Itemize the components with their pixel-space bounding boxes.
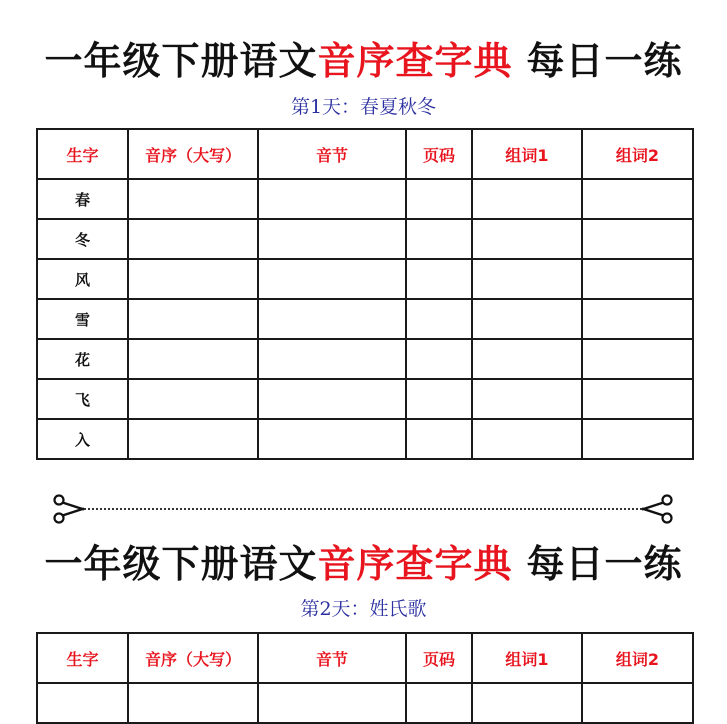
page-cell[interactable] <box>406 683 472 723</box>
page-cell[interactable] <box>406 339 472 379</box>
word2-cell[interactable] <box>582 299 693 339</box>
table-header-row <box>37 633 693 683</box>
table-row <box>37 683 693 723</box>
page-cell[interactable] <box>406 259 472 299</box>
day-subtitle: 第2天：姓氏歌 <box>300 598 427 620</box>
character-cell: 冬 <box>37 219 128 259</box>
worksheet-title <box>0 541 727 587</box>
word2-cell[interactable] <box>582 259 693 299</box>
title-part-grade: 一年级下册语文 <box>44 541 318 586</box>
initial-letter-cell[interactable] <box>128 683 258 723</box>
initial-letter-cell[interactable] <box>128 179 258 219</box>
table-row <box>37 339 693 379</box>
page-cell[interactable] <box>406 179 472 219</box>
title-part-grade: 一年级下册语文 <box>44 38 318 83</box>
word2-cell[interactable] <box>582 339 693 379</box>
title-part-daily: 每日一练 <box>526 38 683 83</box>
initial-letter-cell[interactable] <box>128 259 258 299</box>
word1-cell[interactable] <box>472 379 582 419</box>
word1-cell[interactable] <box>472 683 582 723</box>
page-cell[interactable] <box>406 379 472 419</box>
header-character: 生字 <box>37 129 128 179</box>
character-cell: 风 <box>37 259 128 299</box>
table-row <box>37 219 693 259</box>
table-row <box>37 419 693 459</box>
header-word2: 组词2 <box>582 633 693 683</box>
word2-cell[interactable] <box>582 179 693 219</box>
word2-cell[interactable] <box>582 379 693 419</box>
practice-table <box>36 128 694 460</box>
syllable-cell[interactable] <box>258 379 406 419</box>
word2-cell[interactable] <box>582 419 693 459</box>
cut-line-divider <box>52 494 674 524</box>
word1-cell[interactable] <box>472 339 582 379</box>
table-row <box>37 379 693 419</box>
table-header-row <box>37 129 693 179</box>
initial-letter-cell[interactable] <box>128 419 258 459</box>
character-cell: 飞 <box>37 379 128 419</box>
title-part-highlight: 音序查字典 <box>317 541 513 586</box>
header-word2: 组词2 <box>582 129 693 179</box>
word1-cell[interactable] <box>472 219 582 259</box>
syllable-cell[interactable] <box>258 683 406 723</box>
scissors-icon <box>52 494 86 524</box>
page-cell[interactable] <box>406 299 472 339</box>
page-cell[interactable] <box>406 219 472 259</box>
character-cell: 春 <box>37 179 128 219</box>
word1-cell[interactable] <box>472 259 582 299</box>
word1-cell[interactable] <box>472 299 582 339</box>
syllable-cell[interactable] <box>258 179 406 219</box>
header-page: 页码 <box>406 633 472 683</box>
character-cell <box>37 683 128 723</box>
scissors-icon <box>640 494 674 524</box>
title-part-daily: 每日一练 <box>526 541 683 586</box>
header-word1: 组词1 <box>472 633 582 683</box>
header-page: 页码 <box>406 129 472 179</box>
table-row <box>37 179 693 219</box>
syllable-cell[interactable] <box>258 219 406 259</box>
header-syllable: 音节 <box>258 633 406 683</box>
table-row <box>37 299 693 339</box>
character-cell: 雪 <box>37 299 128 339</box>
character-cell: 花 <box>37 339 128 379</box>
dotted-cut-line <box>84 508 642 510</box>
title-part-highlight: 音序查字典 <box>317 38 513 83</box>
header-word1: 组词1 <box>472 129 582 179</box>
initial-letter-cell[interactable] <box>128 379 258 419</box>
character-cell: 入 <box>37 419 128 459</box>
syllable-cell[interactable] <box>258 259 406 299</box>
word2-cell[interactable] <box>582 683 693 723</box>
initial-letter-cell[interactable] <box>128 299 258 339</box>
table-row <box>37 259 693 299</box>
header-character: 生字 <box>37 633 128 683</box>
worksheet-title <box>0 38 727 84</box>
initial-letter-cell[interactable] <box>128 339 258 379</box>
page-cell[interactable] <box>406 419 472 459</box>
initial-letter-cell[interactable] <box>128 219 258 259</box>
syllable-cell[interactable] <box>258 419 406 459</box>
header-initial-letter: 音序（大写） <box>128 129 258 179</box>
day-subtitle: 第1天：春夏秋冬 <box>290 96 437 118</box>
header-syllable: 音节 <box>258 129 406 179</box>
syllable-cell[interactable] <box>258 299 406 339</box>
header-initial-letter: 音序（大写） <box>128 633 258 683</box>
word1-cell[interactable] <box>472 419 582 459</box>
syllable-cell[interactable] <box>258 339 406 379</box>
word1-cell[interactable] <box>472 179 582 219</box>
practice-table <box>36 632 694 724</box>
word2-cell[interactable] <box>582 219 693 259</box>
